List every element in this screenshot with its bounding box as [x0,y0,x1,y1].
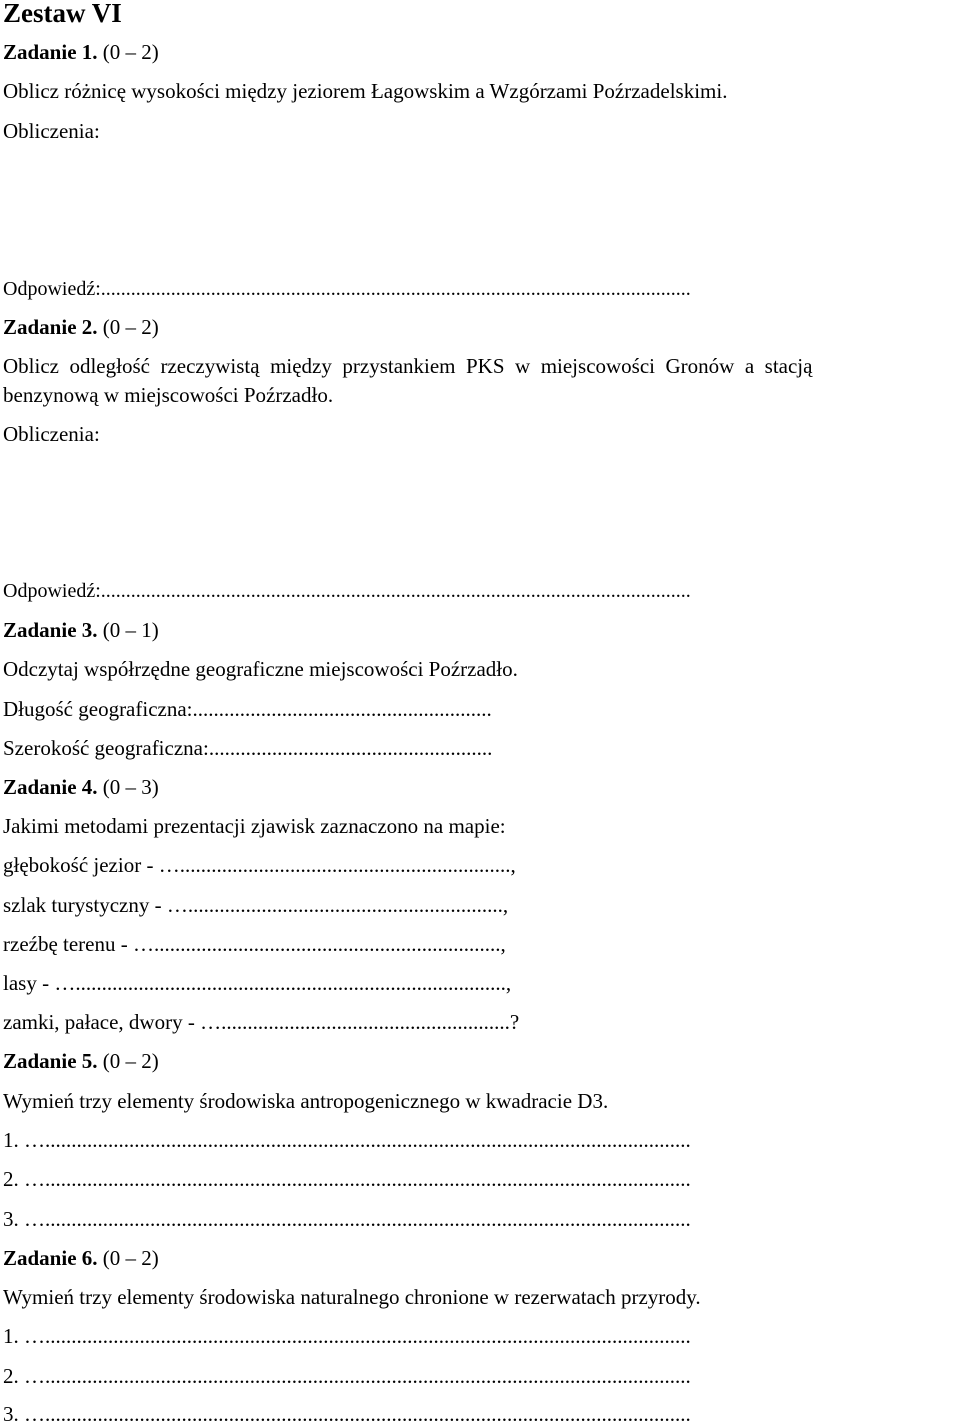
task-3-points: (0 – 1) [102,618,159,642]
task-3-text: Odczytaj współrzędne geograficzne miejscowości Poźrzadło. [3,657,518,681]
task-2-text-line-1: Oblicz odległość rzeczywistą między przystankiem PKS w miejscowości Gronów a stacją [3,354,813,378]
task-3-heading [3,620,159,641]
task-5-item[interactable]: 1. …........................................................................................................................... [3,1128,691,1152]
task-3-label: Zadanie 3. [3,618,98,642]
task-1-calc-label: Obliczenia: [3,119,100,143]
task-2-points: (0 – 2) [102,315,159,339]
task-1-label: Zadanie 1. [3,40,98,64]
task-2-calc-label: Obliczenia: [3,422,100,446]
task-1-answer-line[interactable]: Odpowiedź:...................................................................................................................... [3,278,691,300]
task-6-heading [3,1248,159,1269]
task-2-heading [3,317,159,338]
task-5-points: (0 – 2) [102,1049,159,1073]
task-6-label: Zadanie 6. [3,1246,98,1270]
task-3-latitude-line[interactable]: Szerokość geograficzna:...................................................... [3,736,493,760]
task-6-item[interactable]: 1. …........................................................................................................................... [3,1324,691,1348]
task-5-label: Zadanie 5. [3,1049,98,1073]
task-3-longitude-line[interactable]: Długość geograficzna:......................................................... [3,697,492,721]
task-2-label: Zadanie 2. [3,315,98,339]
task-1-heading [3,42,159,63]
task-4-item[interactable]: szlak turystyczny - …............................................................, [3,893,509,917]
task-5-item[interactable]: 2. …........................................................................................................................... [3,1167,691,1191]
task-4-item[interactable]: zamki, pałace, dwory - ….......................................................? [3,1010,520,1034]
task-4-label: Zadanie 4. [3,775,98,799]
task-1-text: Oblicz różnicę wysokości między jeziorem Łagowskim a Wzgórzami Poźrzadelskimi. [3,79,728,103]
task-4-item[interactable]: lasy - ….................................................................................., [3,971,512,995]
task-1-points: (0 – 2) [102,40,159,64]
task-4-heading [3,777,159,798]
task-6-item[interactable]: 3. …........................................................................................................................... [3,1402,691,1426]
task-4-item[interactable]: rzeźbę terenu - ….................................................................., [3,932,506,956]
task-2-answer-line[interactable]: Odpowiedź:...................................................................................................................... [3,580,691,602]
task-6-item[interactable]: 2. …........................................................................................................................... [3,1364,691,1388]
page-title: Zestaw VI [3,0,122,28]
task-4-points: (0 – 3) [102,775,159,799]
task-6-points: (0 – 2) [102,1246,159,1270]
task-2-text-line-2: benzynową w miejscowości Poźrzadło. [3,383,334,407]
task-5-text: Wymień trzy elementy środowiska antropogenicznego w kwadracie D3. [3,1089,609,1113]
task-5-heading [3,1051,159,1072]
task-4-text: Jakimi metodami prezentacji zjawisk zaznaczono na mapie: [3,814,506,838]
task-6-text: Wymień trzy elementy środowiska naturalnego chronione w rezerwatach przyrody. [3,1285,701,1309]
task-5-item[interactable]: 3. …........................................................................................................................... [3,1207,691,1231]
task-4-item[interactable]: głębokość jezior - …..............................................................., [3,853,516,877]
